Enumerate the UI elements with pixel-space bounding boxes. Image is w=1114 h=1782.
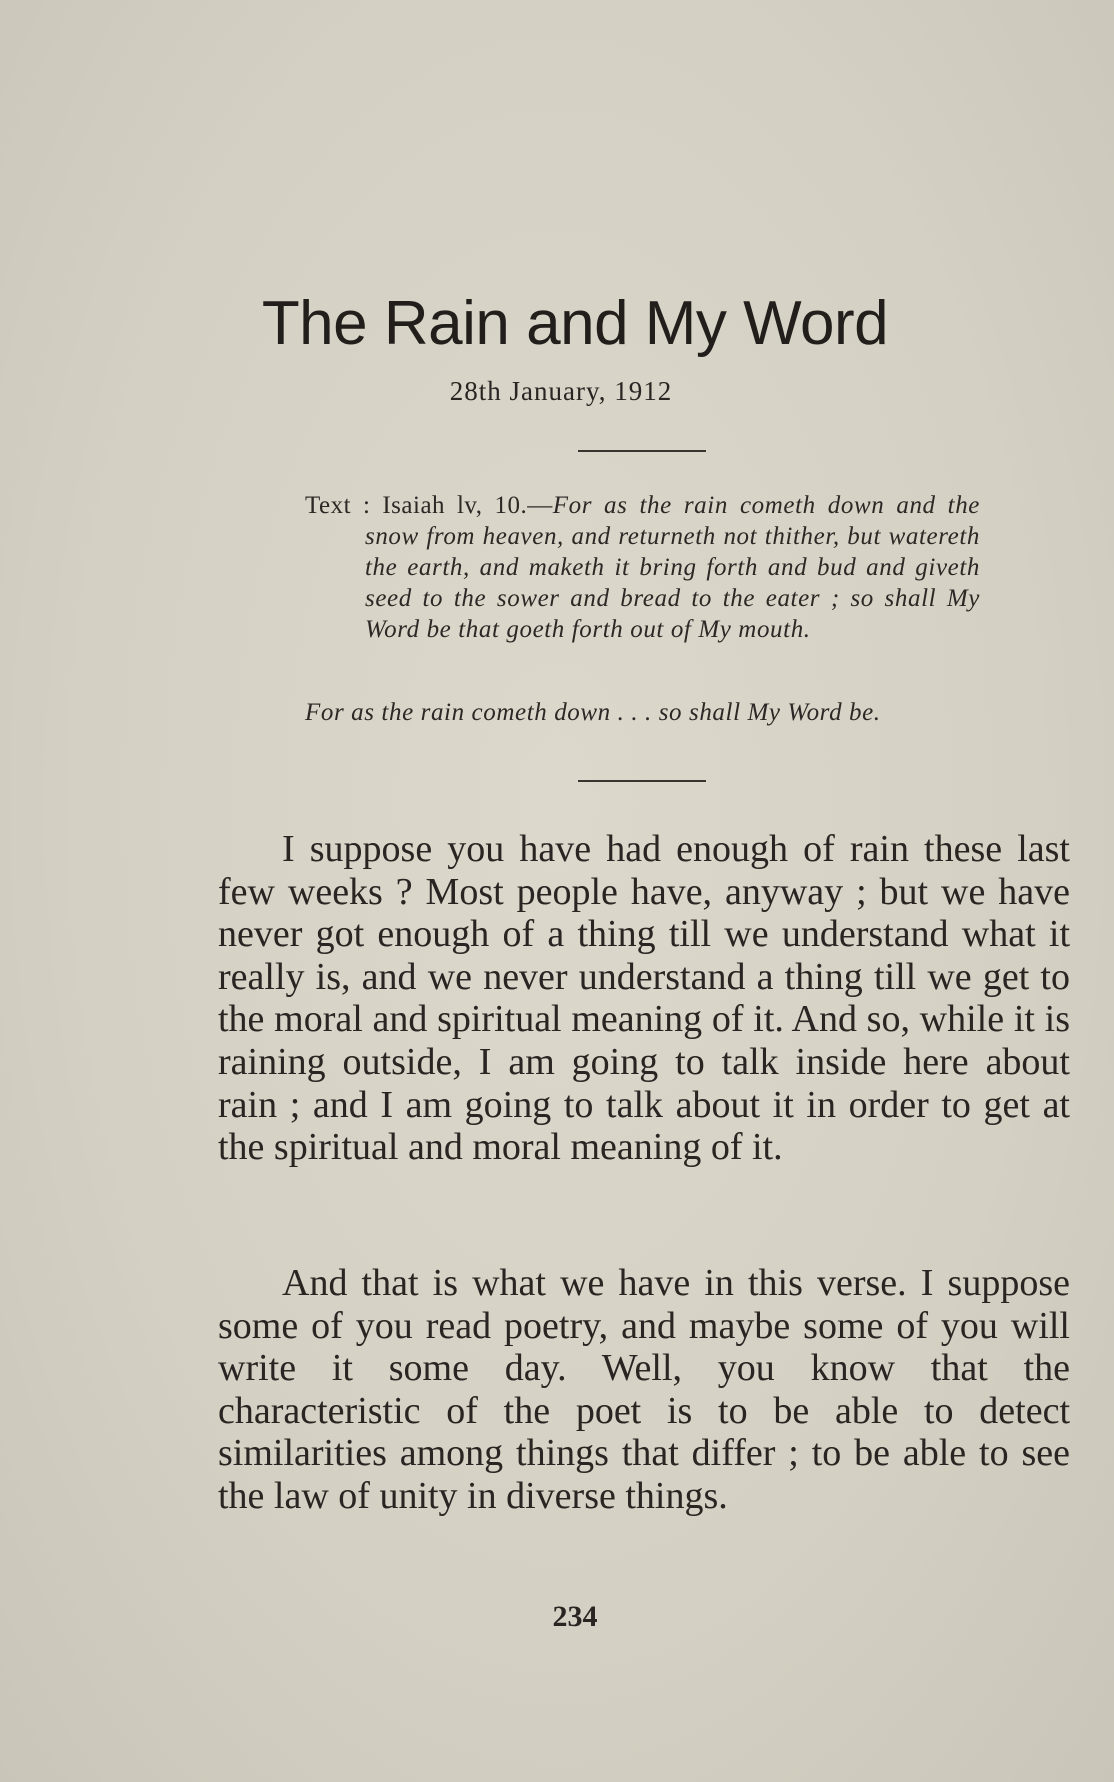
chapter-date: 28th January, 1912 (449, 376, 673, 406)
page-number: 234 (552, 1600, 598, 1633)
paragraph-text: And that is what we have in this verse. I suppose some of you read poetry, and maybe some of you will write it some day. Well, you know that the characteristic of the poet is to be able to detect similarities among things that differ ; to be able to see the law of unity in diverse things. (218, 1262, 1070, 1517)
body-paragraph-2 (218, 1262, 1070, 1518)
epigraph-quote: For as the rain cometh down and the snow from heaven, and returneth not thither, but watereth the earth, and maketh it bring forth and bud and giveth seed to the sower and bread to the eater ; so shall My Word be that goeth forth out of My mouth. (365, 492, 981, 643)
epigraph-label: Text : Isaiah lv, 10.— (305, 492, 553, 519)
epigraph-short-quote: For as the rain cometh down . . . so shall My Word be. (305, 699, 881, 726)
body-paragraph-1 (218, 828, 1070, 1169)
divider-bottom (578, 780, 706, 782)
divider-top (578, 450, 706, 452)
epigraph-text (305, 490, 980, 645)
paragraph-text: I suppose you have had enough of rain these last few weeks ? Most people have, anyway ; but we have never got enough of a thing till we understand what it really is, and we never understand a thing till we get to the moral and spiritual meaning of it. And so, while it is raining outside, I am going to talk inside here about rain ; and I am going to talk about it in order to get at the spiritual and moral meaning of it. (218, 828, 1070, 1169)
chapter-title: The Rain and My Word (261, 289, 889, 358)
epigraph-short-line (305, 697, 980, 728)
epigraph-scripture (305, 490, 980, 645)
epigraph-short (305, 697, 980, 728)
